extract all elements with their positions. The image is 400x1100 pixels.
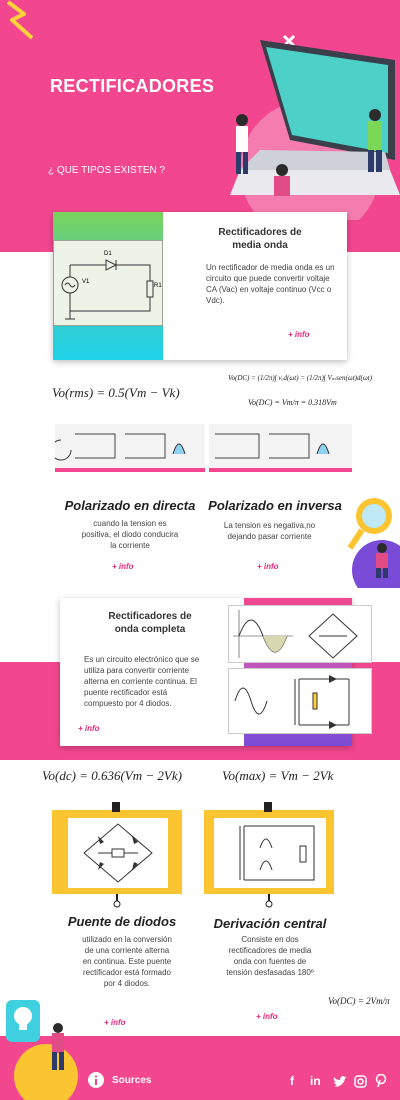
bridge-description: utilizado en la conversión de una corriente alterna en continua. Este puente rectificador está formado por 4 diodos.: [82, 935, 172, 988]
bridge-title: Puente de diodos: [67, 914, 177, 929]
inverse-description: La tension es negativa,no dejando pasar corriente: [223, 521, 316, 541]
half-wave-title-1: Rectificadores de: [218, 227, 302, 238]
twitter-icon[interactable]: [333, 1076, 347, 1088]
page-subtitle: ¿ QUE TIPOS EXISTEN ?: [48, 165, 166, 176]
formula-vdc-integral: Vo(DC) = (1/2π)∫ vₒd(ωt) = (1/2π)∫ Vₘsen(ωt)d(ωt): [228, 374, 373, 382]
lightning-icon: [2, 0, 42, 42]
direct-description: cuando la tension es positiva, el diodo conducira la corriente: [81, 519, 179, 550]
half-wave-description: Un rectificador de media onda es un circuito que puede convertir voltaje CA (Vac) en voltaje continuo (Vcc o Vdc).: [206, 263, 335, 305]
waveform-inverse: [209, 424, 352, 472]
formula-vdc-result: Vo(DC) = Vm/π = 0.318Vm: [248, 398, 337, 407]
direct-title: Polarizado en directa: [64, 498, 196, 513]
full-wave-title-2: onda completa: [114, 624, 186, 635]
source-label: V1: [82, 279, 90, 285]
linkedin-icon[interactable]: in: [310, 1074, 321, 1088]
inverse-title: Polarizado en inversa: [208, 498, 342, 513]
center-tap-title: Derivación central: [213, 916, 327, 931]
formula-vrms: Vo(rms) = 0.5(Vm − Vk): [52, 385, 180, 400]
inverse-info-link[interactable]: + info: [257, 562, 279, 571]
half-wave-title-2: media onda: [232, 240, 288, 251]
full-wave-title-1: Rectificadores de: [108, 611, 192, 622]
sources-link[interactable]: Sources: [112, 1075, 152, 1086]
bridge-panel-top-tab: [112, 802, 120, 812]
half-wave-circuit: [53, 240, 163, 326]
lightbulb-illustration: [0, 990, 90, 1100]
center-tap-description: Consiste en dos rectificadores de media onda con fuentes de tensión desfasadas 180º: [226, 935, 314, 977]
info-icon[interactable]: [88, 1072, 104, 1088]
half-wave-info-link[interactable]: + info: [288, 330, 310, 339]
center-tap-connector-icon: [264, 894, 274, 908]
formula-vdc-full: Vo(dc) = 0.636(Vm − 2Vk): [42, 768, 182, 783]
magnifier-illustration: [332, 488, 400, 588]
full-wave-description: Es un circuito electrónico que se utiliza para convertir corriente alterna en corriente continua. El puente rectificador está compuesto por 4 diodos.: [84, 655, 200, 708]
direct-info-link[interactable]: + info: [112, 562, 134, 571]
formula-vdc-centertap: Vo(DC) = 2Vm/π: [328, 996, 390, 1006]
instagram-icon[interactable]: [354, 1075, 367, 1088]
diode-label: D1: [104, 251, 112, 257]
bridge-connector-icon: [112, 894, 122, 908]
pinterest-icon[interactable]: [375, 1074, 387, 1088]
resistor-label: R1: [154, 283, 162, 289]
center-tap-info-link[interactable]: + info: [256, 1012, 278, 1021]
page-title: RECTIFICADORES: [50, 76, 215, 96]
laptop-illustration: [200, 20, 400, 220]
waveform-direct: [55, 424, 205, 472]
formula-vmax: Vo(max) = Vm − 2Vk: [222, 768, 334, 783]
facebook-icon[interactable]: f: [290, 1074, 294, 1088]
full-wave-diagram-top: [228, 605, 372, 663]
full-wave-diagram-bottom: [228, 668, 372, 734]
center-tap-circuit: [214, 818, 326, 888]
bridge-info-link[interactable]: + info: [104, 1018, 126, 1027]
center-tap-panel-top-tab: [264, 802, 272, 812]
full-wave-info-link[interactable]: + info: [78, 724, 100, 733]
bridge-circuit: [68, 818, 168, 888]
